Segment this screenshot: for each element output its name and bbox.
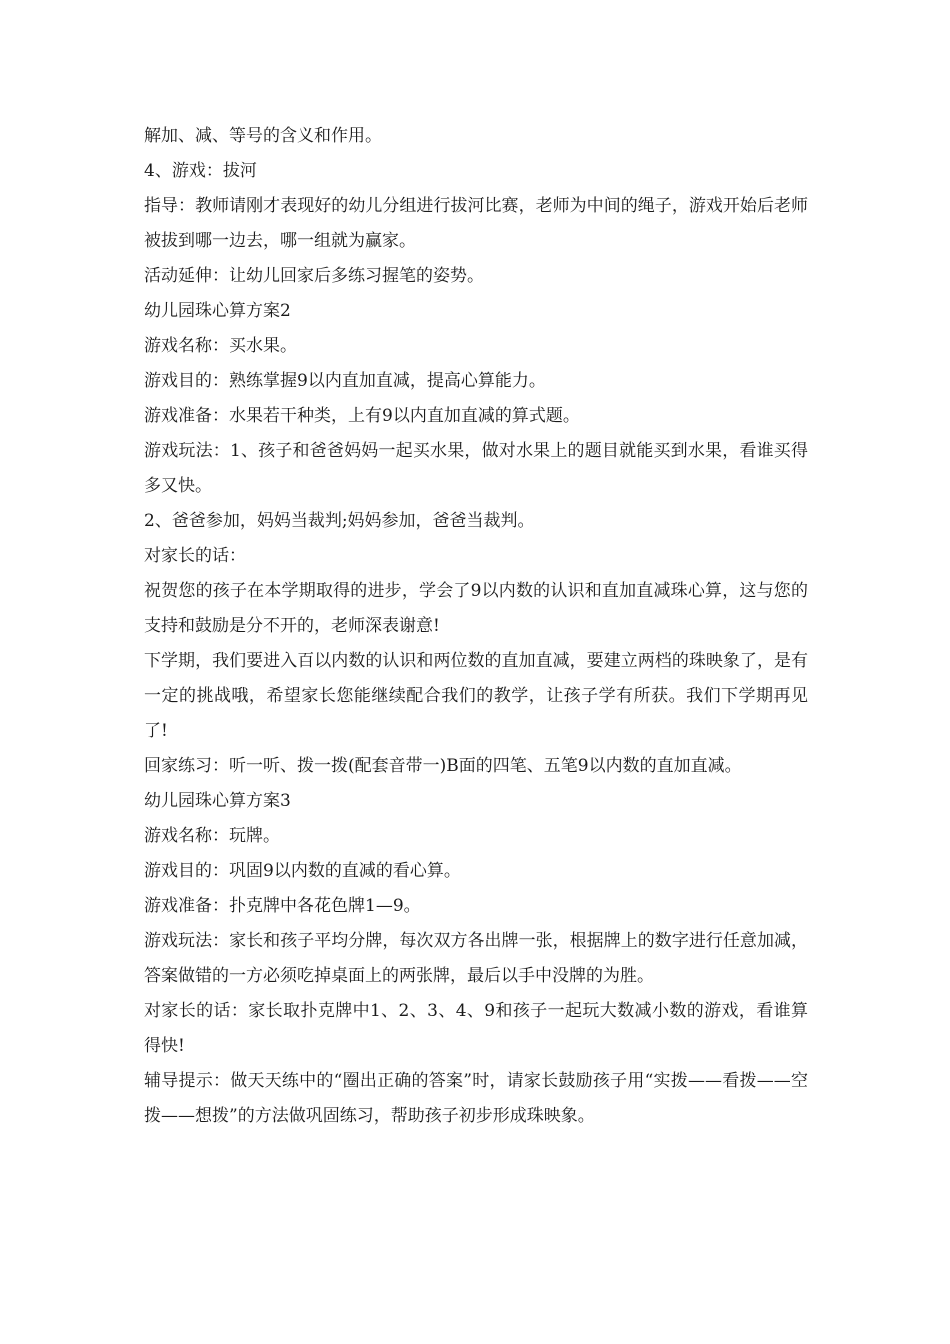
paragraph: 对家长的话： [144, 546, 246, 566]
paragraph: 游戏准备：水果若干种类，上有9以内直加直减的算式题。 [144, 406, 580, 426]
paragraph: 祝贺您的孩子在本学期取得的进步，学会了9以内数的认识和直加直减珠心算，这与您的支持和鼓励是分不开的，老师深表谢意! [144, 581, 808, 636]
paragraph: 对家长的话：家长取扑克牌中1、2、3、4、9和孩子一起玩大数减小数的游戏，看谁算得快! [144, 1001, 808, 1056]
paragraph: 游戏名称：买水果。 [144, 336, 297, 356]
paragraph: 回家练习：听一听、拨一拨(配套音带一)B面的四笔、五笔9以内数的直加直减。 [144, 756, 742, 776]
paragraph: 下学期，我们要进入百以内数的认识和两位数的直加直减，要建立两档的珠映象了，是有一定的挑战哦，希望家长您能继续配合我们的教学，让孩子学有所获。我们下学期再见了! [144, 651, 808, 741]
paragraph: 游戏目的：熟练掌握9以内直加直减，提高心算能力。 [144, 371, 546, 391]
paragraph: 解加、减、等号的含义和作用。 [144, 126, 382, 146]
paragraph: 游戏玩法：家长和孩子平均分牌，每次双方各出牌一张，根据牌上的数字进行任意加减，答案做错的一方必须吃掉桌面上的两张牌，最后以手中没牌的为胜。 [144, 931, 808, 986]
paragraph: 游戏准备：扑克牌中各花色牌1—9。 [144, 896, 421, 916]
paragraph: 游戏玩法：1、孩子和爸爸妈妈一起买水果，做对水果上的题目就能买到水果，看谁买得多又快。 [144, 441, 808, 496]
section-heading: 幼儿园珠心算方案2 [144, 301, 291, 321]
paragraph: 辅导提示：做天天练中的“圈出正确的答案”时，请家长鼓励孩子用“实拨——看拨——空拨——想拨”的方法做巩固练习，帮助孩子初步形成珠映象。 [144, 1071, 808, 1126]
section-heading: 幼儿园珠心算方案3 [144, 791, 291, 811]
document-body [144, 119, 808, 1134]
paragraph: 4、游戏：拔河 [144, 161, 257, 181]
paragraph: 游戏名称：玩牌。 [144, 826, 280, 846]
paragraph: 游戏目的：巩固9以内数的直减的看心算。 [144, 861, 461, 881]
paragraph: 指导：教师请刚才表现好的幼儿分组进行拔河比赛，老师为中间的绳子，游戏开始后老师被拔到哪一边去，哪一组就为赢家。 [144, 196, 808, 251]
paragraph: 2、爸爸参加，妈妈当裁判;妈妈参加，爸爸当裁判。 [144, 511, 535, 531]
paragraph: 活动延伸：让幼儿回家后多练习握笔的姿势。 [144, 266, 484, 286]
